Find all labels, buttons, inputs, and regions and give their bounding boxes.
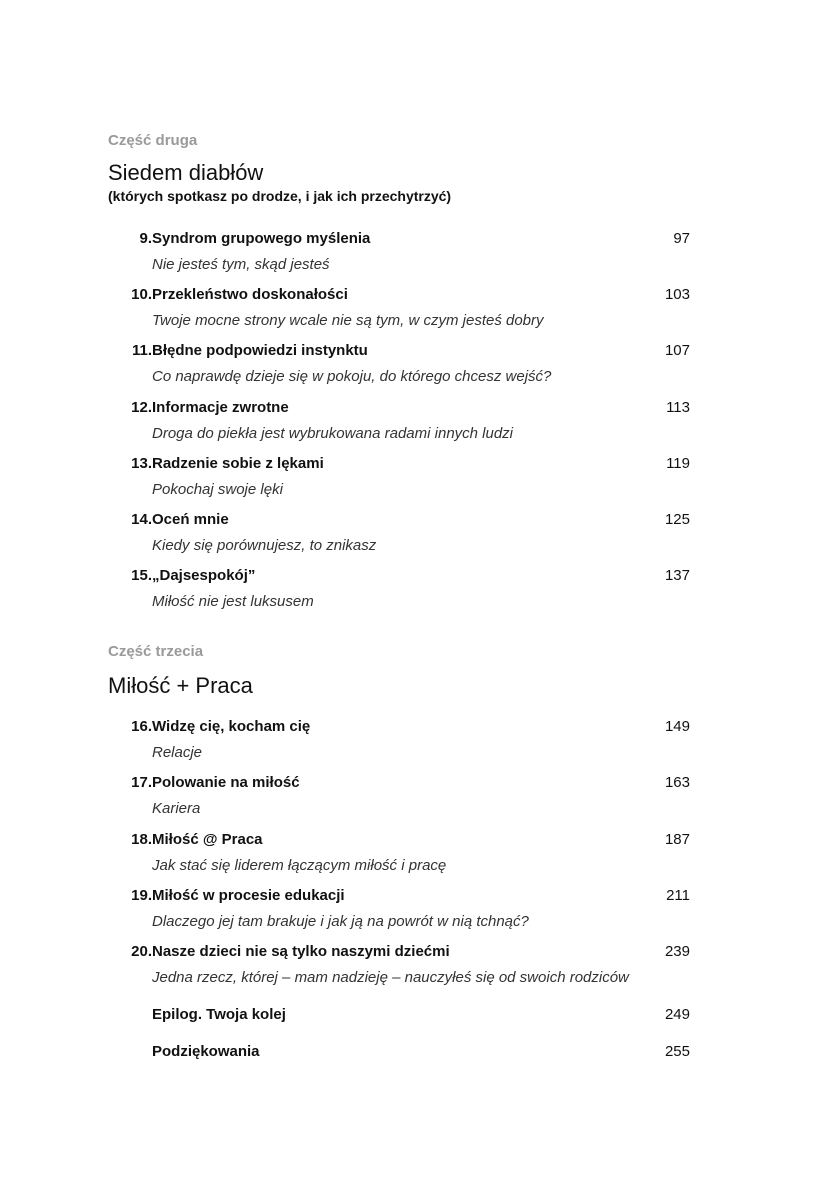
chapter-subtitle: Dlaczego jej tam brakuje i jak ją na powrót w nią tchnąć? [152, 913, 529, 930]
chapter-subtitle: Co naprawdę dzieje się w pokoju, do którego chcesz wejść? [152, 368, 552, 385]
chapter-number: 14. [131, 511, 152, 528]
chapter-subtitle: Twoje mocne strony wcale nie są tym, w czym jesteś dobry [152, 312, 544, 329]
chapter-title: Przekleństwo doskonałości [152, 286, 348, 303]
chapter-number: 17. [131, 774, 152, 791]
page-number: 255 [664, 1043, 690, 1060]
page-number: 137 [664, 567, 690, 584]
page-number: 187 [664, 831, 690, 848]
toc-entry[interactable] [108, 887, 690, 930]
page-number: 149 [664, 718, 690, 735]
toc-entry[interactable] [108, 511, 690, 554]
chapter-number: 12. [131, 399, 152, 416]
chapter-number: 9. [139, 230, 152, 247]
part-label: Część trzecia [108, 643, 204, 660]
epilogue-title: Epilog. Twoja kolej [152, 1006, 286, 1023]
chapter-title: Widzę cię, kocham cię [152, 718, 311, 735]
chapter-subtitle: Relacje [152, 744, 203, 761]
page-number: 239 [664, 943, 690, 960]
chapter-number: 11. [131, 342, 152, 359]
toc-entry[interactable] [108, 718, 690, 761]
page-number: 97 [673, 230, 690, 247]
chapter-subtitle: Nie jesteś tym, skąd jesteś [152, 256, 330, 273]
page-number: 119 [666, 455, 690, 472]
chapter-number: 19. [131, 887, 152, 904]
toc-entry[interactable] [108, 286, 690, 329]
part-label: Część druga [108, 132, 198, 149]
chapter-title: Miłość @ Praca [152, 831, 263, 848]
part-title: Miłość + Praca [108, 673, 253, 698]
chapter-subtitle: Jak stać się liderem łączącym miłość i pracę [152, 857, 447, 874]
chapter-subtitle: Pokochaj swoje lęki [152, 481, 283, 498]
page-number: 103 [664, 286, 690, 303]
chapter-subtitle: Droga do piekła jest wybrukowana radami innych ludzi [152, 425, 514, 442]
chapter-number: 10. [131, 286, 152, 303]
toc-entry[interactable] [108, 399, 690, 442]
toc-entry[interactable] [108, 230, 690, 273]
chapter-title: Błędne podpowiedzi instynktu [152, 342, 368, 359]
page-number: 163 [664, 774, 690, 791]
chapter-subtitle: Kariera [152, 800, 201, 817]
acknowledgements-title: Podziękowania [152, 1043, 260, 1060]
page-number: 125 [664, 511, 690, 528]
chapter-title: Informacje zwrotne [152, 399, 289, 416]
page-number: 113 [666, 399, 690, 416]
toc-entry-epilogue[interactable] [108, 1006, 690, 1028]
chapter-number: 20. [131, 943, 152, 960]
page-number: 211 [666, 887, 690, 904]
chapter-title: Miłość w procesie edukacji [152, 887, 345, 904]
toc-entry-acknowledgements[interactable] [108, 1043, 690, 1065]
chapter-subtitle: Kiedy się porównujesz, to znikasz [152, 537, 377, 554]
chapter-number: 15. [131, 567, 152, 584]
toc-entry[interactable] [108, 774, 690, 817]
toc-entry[interactable] [108, 943, 690, 986]
toc-entry[interactable] [108, 342, 690, 385]
toc-entry[interactable] [108, 831, 690, 874]
page-number: 249 [664, 1006, 690, 1023]
chapter-number: 18. [131, 831, 152, 848]
part-title: Siedem diabłów [108, 160, 264, 185]
chapter-title: Syndrom grupowego myślenia [152, 230, 371, 247]
chapter-subtitle: Jedna rzecz, której – mam nadzieję – nauczyłeś się od swoich rodziców [152, 969, 629, 986]
chapter-title: „Dajsespokój” [152, 567, 256, 584]
chapter-title: Radzenie sobie z lękami [152, 455, 324, 472]
chapter-number: 16. [131, 718, 152, 735]
chapter-subtitle: Miłość nie jest luksusem [152, 593, 314, 610]
chapter-title: Polowanie na miłość [152, 774, 300, 791]
chapter-number: 13. [131, 455, 152, 472]
chapter-title: Oceń mnie [152, 511, 229, 528]
part-subtitle: (których spotkasz po drodze, i jak ich przechytrzyć) [108, 188, 452, 204]
chapter-title: Nasze dzieci nie są tylko naszymi dziećmi [152, 943, 450, 960]
toc-entry[interactable] [108, 567, 690, 610]
toc-entry[interactable] [108, 455, 690, 498]
page-number: 107 [664, 342, 690, 359]
